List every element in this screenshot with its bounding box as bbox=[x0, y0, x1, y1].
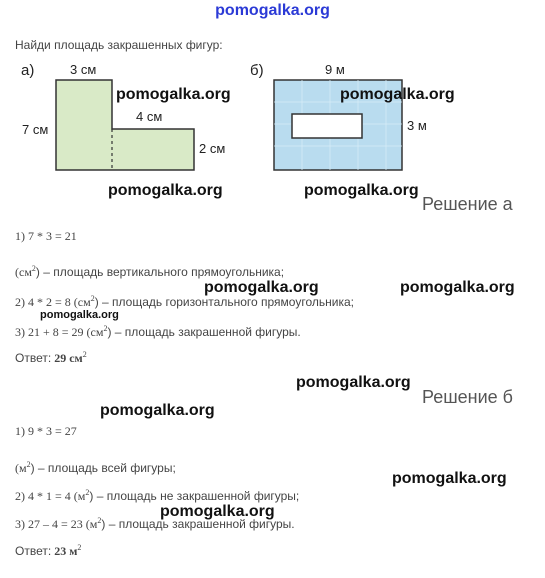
figure-a-dim-right: 2 см bbox=[199, 141, 226, 156]
solution-a-line2: 2) 4 * 2 = 8 $(см^2)$ – площадь горизонтального прямоугольника; bbox=[15, 294, 354, 309]
solution-b-line1: 1) 9 * 3 = 27 bbox=[15, 424, 77, 438]
watermark: pomogalka.org bbox=[400, 279, 515, 296]
solution-b-line3: 3) 27 – 4 = 23 $(м^2)$ – площадь закрашенной фигуры. bbox=[15, 516, 295, 531]
watermark: pomogalka.org bbox=[116, 86, 231, 103]
figure-a-dim-left: 7 см bbox=[22, 122, 49, 137]
solution-a-answer: Ответ: 29 $см^2$ bbox=[15, 350, 87, 365]
figure-a-label: а) bbox=[21, 62, 35, 79]
task-text: Найди площадь закрашенных фигур: bbox=[15, 38, 223, 52]
watermark: pomogalka.org bbox=[40, 309, 119, 321]
site-header[interactable]: pomogalka.org bbox=[215, 2, 330, 19]
watermark: pomogalka.org bbox=[296, 374, 411, 391]
figure-b-label: б) bbox=[250, 62, 264, 79]
watermark: pomogalka.org bbox=[108, 182, 223, 199]
watermark: pomogalka.org bbox=[340, 86, 455, 103]
solution-a-line1: 1) 7 * 3 = 21 bbox=[15, 229, 77, 243]
solution-a-line1-continued: $(см^2)$ – площадь вертикального прямоугольника; bbox=[15, 264, 285, 279]
watermark: pomogalka.org bbox=[100, 402, 215, 419]
figure-a-dim-mid: 4 см bbox=[136, 109, 163, 124]
solution-a-heading: Решение а bbox=[422, 194, 513, 214]
solution-b-heading: Решение б bbox=[422, 387, 513, 407]
watermark: pomogalka.org bbox=[392, 470, 507, 487]
solution-b-answer: Ответ: 23 $м^2$ bbox=[15, 543, 82, 558]
solution-b-line2: 2) 4 * 1 = 4 $(м^2)$ – площадь не закрашенной фигуры; bbox=[15, 488, 300, 503]
solution-b-line1-continued: $(м^2)$ – площадь всей фигуры; bbox=[15, 460, 176, 475]
figure-b-dim-right: 3 м bbox=[407, 118, 427, 133]
figure-b-dim-top: 9 м bbox=[325, 62, 345, 77]
watermark: pomogalka.org bbox=[304, 182, 419, 199]
solution-a-line3: 3) 21 + 8 = 29 $(см^2)$ – площадь закрашенной фигуры. bbox=[15, 324, 301, 339]
watermark: pomogalka.org bbox=[204, 279, 319, 296]
watermark: pomogalka.org bbox=[160, 503, 275, 520]
figure-a-dim-top: 3 см bbox=[70, 62, 97, 77]
